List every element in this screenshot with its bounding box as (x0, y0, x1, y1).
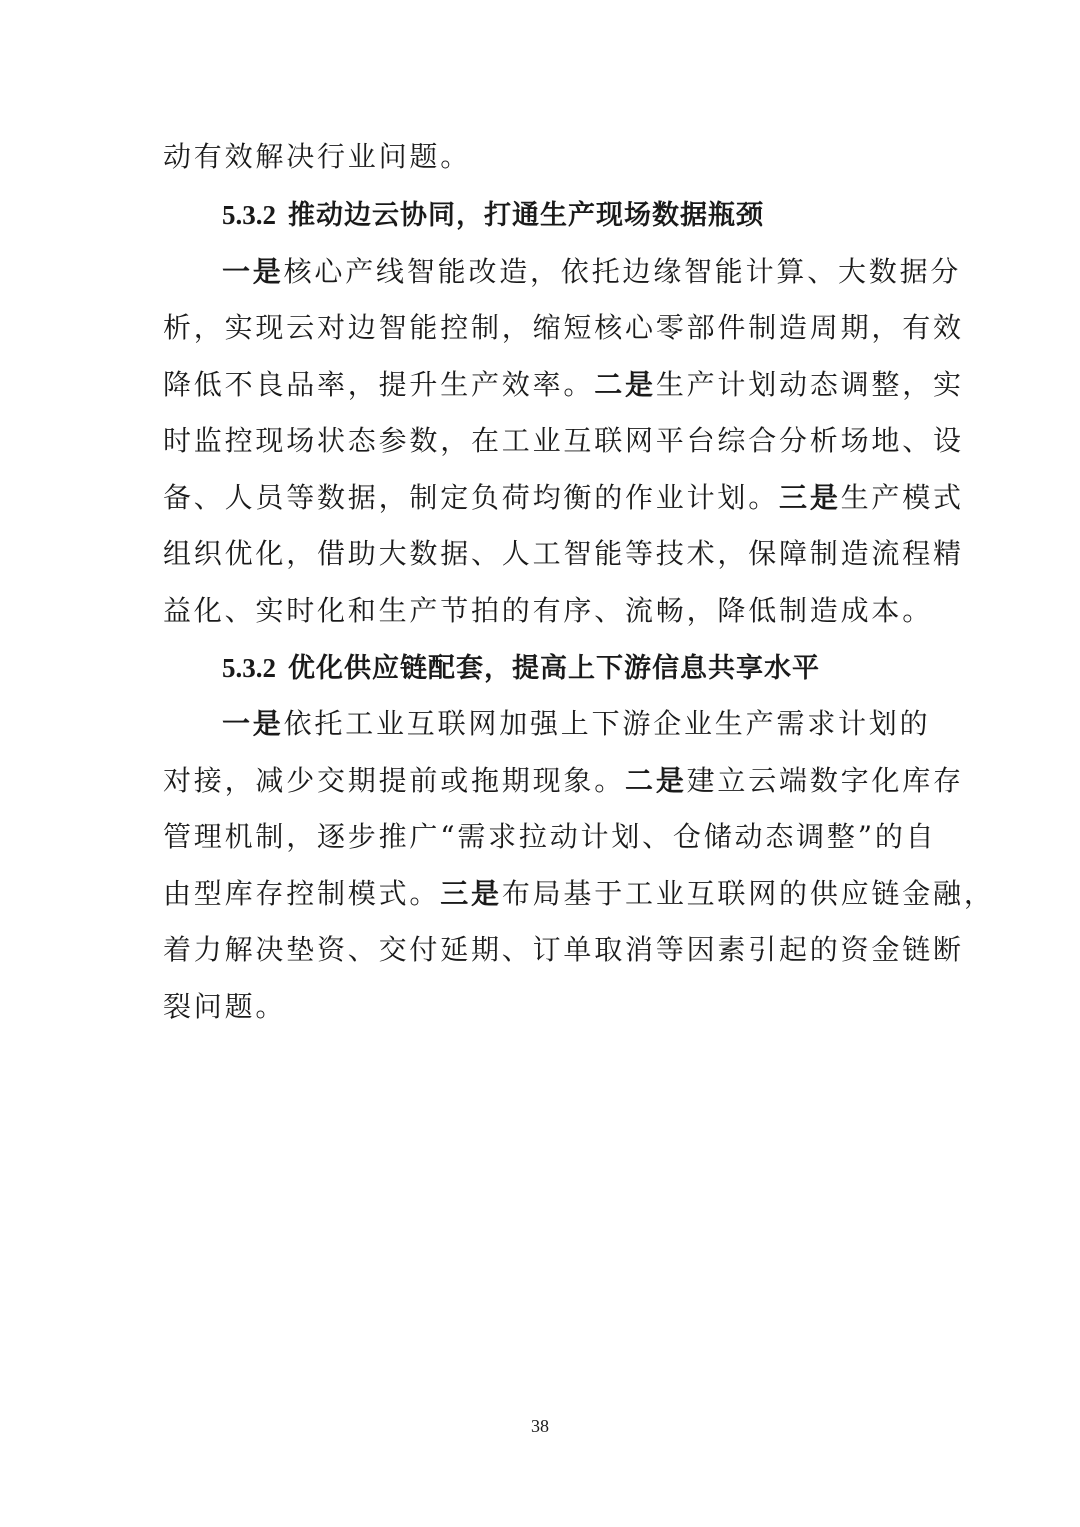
keyword-third: 三是 (440, 877, 502, 910)
section-heading (222, 195, 764, 235)
section-title: 推动边云协同，打通生产现场数据瓶颈 (288, 200, 764, 231)
paragraph-line: 动有效解决行业问题。 (163, 140, 472, 173)
keyword-third: 三是 (779, 481, 841, 514)
page-number: 38 (531, 1416, 549, 1436)
paragraph-line (222, 704, 931, 744)
paragraph-text: 对接，减少交期提前或拖期现象。 (163, 764, 626, 797)
keyword-first: 一是 (222, 707, 284, 740)
paragraph-line: 裂问题。 (163, 990, 287, 1023)
paragraph-line: 益化、实时化和生产节拍的有序、流畅，降低制造成本。 (163, 594, 934, 627)
section-title: 优化供应链配套，提高上下游信息共享水平 (288, 653, 820, 684)
section-number: 5.3.2 (222, 653, 276, 683)
paragraph-text: 生产模式 (840, 481, 964, 514)
paragraph-text: 降低不良品率，提升生产效率。 (163, 368, 595, 401)
paragraph-line (163, 761, 964, 801)
paragraph-line: 时监控现场状态参数，在工业互联网平台综合分析场地、设 (163, 424, 964, 457)
section-heading (222, 648, 820, 688)
paragraph-text: 建立云端数字化库存 (686, 764, 964, 797)
paragraph-text: 备、人员等数据，制定负荷均衡的作业计划。 (163, 481, 780, 514)
keyword-second: 二是 (594, 368, 656, 401)
keyword-second: 二是 (625, 764, 687, 797)
paragraph-text: 布局基于工业互联网的供应链金融， (501, 877, 995, 910)
paragraph-line (163, 365, 964, 405)
paragraph-line: 析，实现云对边智能控制，缩短核心零部件制造周期，有效 (163, 311, 964, 344)
paragraph-line: 组织优化，借助大数据、人工智能等技术，保障制造流程精 (163, 537, 964, 570)
paragraph-line (222, 252, 962, 292)
section-number: 5.3.2 (222, 200, 276, 230)
paragraph-text: 生产计划动态调整，实 (655, 368, 964, 401)
paragraph-line: 着力解决垫资、交付延期、订单取消等因素引起的资金链断 (163, 933, 964, 966)
paragraph-text: 由型库存控制模式。 (163, 877, 441, 910)
paragraph-text: 依托工业互联网加强上下游企业生产需求计划的 (283, 707, 931, 740)
keyword-first: 一是 (222, 255, 284, 288)
paragraph-line: 管理机制，逐步推广“需求拉动计划、仓储动态调整”的自 (163, 820, 937, 853)
paragraph-line (163, 478, 964, 518)
paragraph-text: 核心产线智能改造，依托边缘智能计算、大数据分 (283, 255, 962, 288)
paragraph-line (163, 874, 995, 914)
